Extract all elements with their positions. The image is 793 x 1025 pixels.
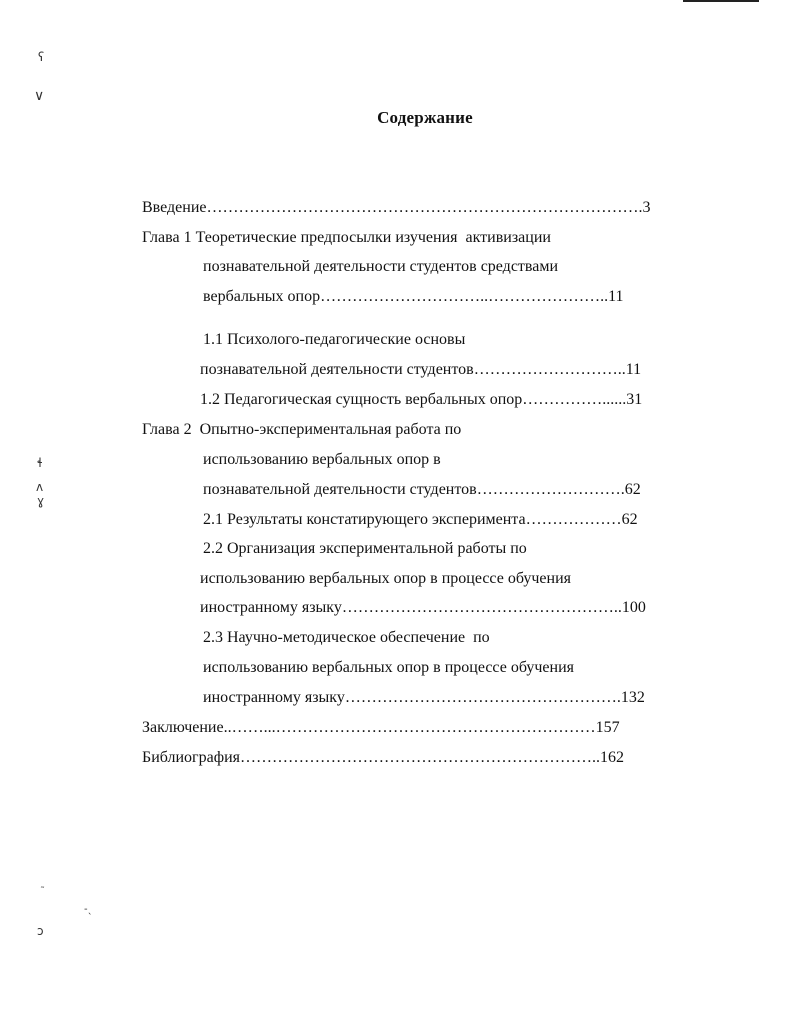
- toc-entry: 1.2 Педагогическая сущность вербальных опор……………......31: [200, 391, 643, 408]
- scan-mark: ∨: [34, 88, 45, 104]
- page-title: Содержание: [377, 108, 473, 127]
- toc-entry: познавательной деятельности студентов………………………..11: [200, 361, 642, 378]
- toc-entry: иностранному языку……………………………………………..100: [200, 599, 646, 616]
- toc-entry: 1.1 Психолого-педагогические основы: [203, 331, 466, 348]
- scan-edge-line: [683, 0, 759, 2]
- toc-entry: иностранному языку…………………………………………….132: [203, 689, 645, 706]
- toc-entry: Библиография…………………………………………………………..162: [142, 749, 624, 766]
- toc-entry: использованию вербальных опор в: [203, 451, 441, 468]
- toc-entry: Заключение..……...……………………………………………………157: [142, 719, 620, 736]
- toc-entry: познавательной деятельности студентов средствами: [203, 258, 559, 275]
- scan-mark: ʕ: [38, 50, 45, 64]
- scan-mark: ɬ: [37, 456, 43, 470]
- scan-mark: ɣ: [37, 494, 45, 508]
- toc-entry: Глава 2 Опытно-экспериментальная работа по: [142, 421, 462, 438]
- scan-mark: -ˎ: [84, 904, 93, 915]
- toc-entry: 2.2 Организация экспериментальной работы по: [203, 540, 527, 557]
- scan-mark: ɔ: [37, 924, 44, 938]
- toc-entry: познавательной деятельности студентов……………………….62: [203, 481, 641, 498]
- toc-entry: использованию вербальных опор в процессе обучения: [203, 659, 574, 676]
- toc-entry: вербальных опор…………………………..…………………..11: [203, 288, 624, 305]
- scan-mark: ˜: [40, 886, 45, 897]
- scan-mark: ʌ: [36, 480, 44, 494]
- toc-entry: Глава 1 Теоретические предпосылки изучения активизации: [142, 229, 551, 246]
- toc-entry: использованию вербальных опор в процессе обучения: [200, 570, 571, 587]
- toc-entry: 2.3 Научно-методическое обеспечение по: [203, 629, 490, 646]
- toc-entry: 2.1 Результаты констатирующего эксперимента………………62: [203, 511, 638, 528]
- toc-entry: Введение……………………………………………………………………….3: [142, 199, 651, 216]
